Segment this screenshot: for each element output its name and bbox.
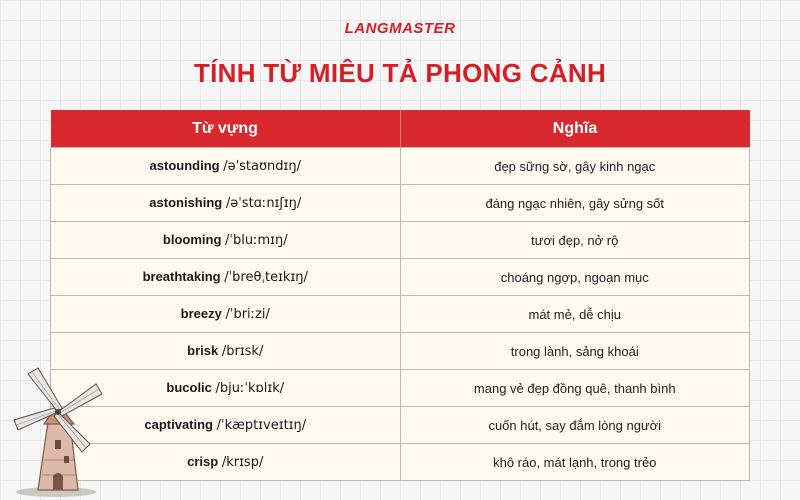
table-row	[51, 259, 750, 296]
vocabulary-table	[50, 110, 750, 481]
meaning-cell: khô ráo, mát lạnh, trong trẻo	[400, 444, 750, 481]
word-cell	[51, 222, 401, 259]
meaning-cell: đáng ngạc nhiên, gây sửng sốt	[400, 185, 750, 222]
pronunciation-text: /bjuːˈkɒlɪk/	[215, 381, 285, 396]
word-text: astonishing	[149, 195, 223, 210]
table-row	[51, 185, 750, 222]
table-row	[51, 148, 750, 185]
table-body	[51, 148, 750, 481]
word-cell	[51, 296, 401, 333]
word-text: captivating	[144, 417, 213, 432]
word-cell	[51, 259, 401, 296]
table-row	[51, 407, 750, 444]
word-cell	[51, 148, 401, 185]
meaning-cell: đẹp sững sờ, gây kinh ngạc	[400, 148, 750, 185]
windmill-icon	[4, 360, 114, 498]
meaning-cell: cuốn hút, say đắm lòng người	[400, 407, 750, 444]
meaning-cell: choáng ngợp, ngoạn mục	[400, 259, 750, 296]
column-header-meaning: Nghĩa	[400, 110, 750, 148]
pronunciation-text: /əˈstɑːnɪʃɪŋ/	[225, 196, 302, 211]
table-row	[51, 296, 750, 333]
brand-logo: LANGMASTER	[344, 20, 456, 37]
table-row	[51, 444, 750, 481]
column-header-word: Từ vựng	[51, 110, 401, 148]
word-text: breezy	[180, 306, 222, 321]
pronunciation-text: /ˈbluːmɪŋ/	[225, 233, 288, 248]
word-text: crisp	[187, 454, 219, 469]
table-row	[51, 370, 750, 407]
word-text: brisk	[187, 343, 219, 358]
pronunciation-text: /ˈbreθˌteɪkɪŋ/	[224, 270, 308, 285]
meaning-cell: trong lành, sảng khoái	[400, 333, 750, 370]
pronunciation-text: /əˈstaʊndɪŋ/	[223, 159, 301, 174]
word-text: blooming	[162, 232, 222, 247]
pronunciation-text: /brɪsk/	[221, 344, 264, 359]
table-row	[51, 333, 750, 370]
word-text: breathtaking	[142, 269, 221, 284]
meaning-cell: mát mẻ, dễ chịu	[400, 296, 750, 333]
pronunciation-text: /krɪsp/	[221, 455, 264, 470]
table-row	[51, 222, 750, 259]
word-cell	[51, 185, 401, 222]
page-title: TÍNH TỪ MIÊU TẢ PHONG CẢNH	[193, 58, 607, 88]
pronunciation-text: /ˈkæptɪveɪtɪŋ/	[216, 418, 307, 433]
word-text: bucolic	[166, 380, 212, 395]
pronunciation-text: /ˈbriːzi/	[225, 307, 270, 322]
meaning-cell: tươi đẹp, nở rộ	[400, 222, 750, 259]
meaning-cell: mang vẻ đẹp đồng quê, thanh bình	[400, 370, 750, 407]
word-text: astounding	[149, 158, 220, 173]
table-header-row	[51, 110, 750, 148]
